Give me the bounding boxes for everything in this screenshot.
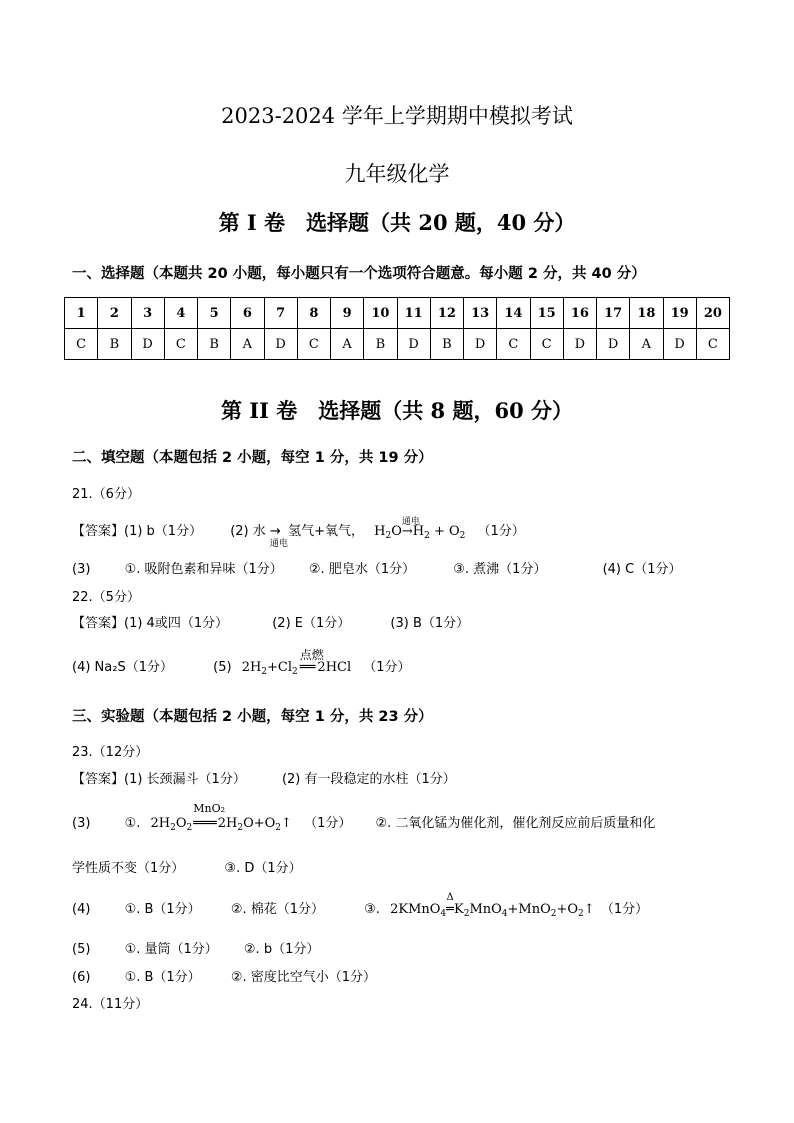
q23-answer-line2 xyxy=(72,802,656,833)
q21-3-3: ③. 煮沸（1分） xyxy=(453,562,547,577)
section2-heading: 二、填空题（本题包括 2 小题，每空 1 分，共 19 分） xyxy=(72,450,433,466)
section3-heading: 三、实验题（本题包括 2 小题，每空 1 分，共 23 分） xyxy=(72,709,433,725)
question-number-cell: 10 xyxy=(364,298,397,329)
answer-cell: C xyxy=(65,329,98,360)
q23-5-1: ①. 量筒（1分） xyxy=(124,942,218,957)
question-number-cell: 7 xyxy=(264,298,297,329)
q22-equation: $2H_2+Cl_2$ 点燃 ══ 2HCl xyxy=(241,648,352,677)
q23-6-2: ②. 密度比空气小（1分） xyxy=(230,970,377,985)
q21-3-label: (3) xyxy=(72,562,91,577)
question-number-cell: 19 xyxy=(663,298,696,329)
question-number-cell: 13 xyxy=(464,298,497,329)
q23-5-label: (5) xyxy=(72,942,91,957)
page-title: 2023-2024 学年上学期期中模拟考试 xyxy=(221,104,573,128)
answer-cell: D xyxy=(563,329,596,360)
answer-cell: D xyxy=(131,329,164,360)
answer-cell: B xyxy=(98,329,131,360)
q21-heading: 21.（6分） xyxy=(72,487,140,502)
question-number-cell: 16 xyxy=(563,298,596,329)
answer-cell: D xyxy=(397,329,430,360)
q21-arrow: → 通电 xyxy=(269,524,288,549)
q23-6-1: ①. B（1分） xyxy=(124,970,201,985)
q21-3-1: ①. 吸附色素和异味（1分） xyxy=(124,562,283,577)
q23-equation2: 2KMnO$_4$ Δ $═K_2MnO_4+MnO_2+O_2↑$ xyxy=(390,892,595,919)
q23-answer-line5 xyxy=(72,938,319,957)
question-number-cell: 15 xyxy=(530,298,563,329)
q23-1: 【答案】(1) 长颈漏斗（1分） xyxy=(72,772,246,787)
q22-4: (4) Na₂S（1分） xyxy=(72,660,173,675)
q24-heading: 24.（11分） xyxy=(72,997,149,1012)
answer-cell: C xyxy=(164,329,197,360)
answer-cell: D xyxy=(264,329,297,360)
answer-table xyxy=(64,297,730,360)
q23-3-3: ③. D（1分） xyxy=(224,861,302,876)
answer-cell: C xyxy=(297,329,330,360)
question-number-cell: 11 xyxy=(397,298,430,329)
part1-title: 第 I 卷 选择题（共 20 题，40 分） xyxy=(218,210,576,235)
answer-cell: C xyxy=(497,329,530,360)
answer-cell: B xyxy=(364,329,397,360)
q21-2-text: 氢气+氧气， xyxy=(288,524,364,539)
part2-title: 第 II 卷 选择题（共 8 题，60 分） xyxy=(220,398,574,423)
q23-answer-line6 xyxy=(72,966,376,985)
q23-5-2: ②. b（1分） xyxy=(243,942,320,957)
q23-3-1-score: （1分） xyxy=(304,816,352,831)
q23-3-label: (3) xyxy=(72,816,91,831)
answer-cell: D xyxy=(464,329,497,360)
question-number-cell: 20 xyxy=(696,298,729,329)
q23-2: (2) 有一段稳定的水柱（1分） xyxy=(281,772,456,787)
q23-4-3-label: ③. xyxy=(364,902,380,917)
question-number-cell: 17 xyxy=(597,298,630,329)
q23-6-label: (6) xyxy=(72,970,91,985)
question-number-cell: 6 xyxy=(231,298,264,329)
q22-2: (2) E（1分） xyxy=(272,616,351,631)
page-subtitle: 九年级化学 xyxy=(344,162,450,186)
question-number-cell: 18 xyxy=(630,298,663,329)
question-number-cell: 14 xyxy=(497,298,530,329)
q23-4-label: (4) xyxy=(72,902,91,917)
q21-answer-line2 xyxy=(72,558,682,577)
answer-cell: B xyxy=(198,329,231,360)
answer-cell: B xyxy=(430,329,463,360)
q22-1: 【答案】(1) 4或四（1分） xyxy=(72,616,229,631)
q21-1: 【答案】(1) b（1分） xyxy=(72,524,203,539)
answer-cell: C xyxy=(696,329,729,360)
q21-2-label: (2) 水 xyxy=(230,524,266,539)
question-number-cell: 1 xyxy=(65,298,98,329)
question-number-cell: 12 xyxy=(430,298,463,329)
answer-cell: C xyxy=(530,329,563,360)
q23-answer-line4 xyxy=(72,892,649,919)
q22-answer-line2 xyxy=(72,648,411,677)
q21-3-2: ②. 肥皂水（1分） xyxy=(308,562,416,577)
question-number-cell: 8 xyxy=(297,298,330,329)
q21-equation: $H_2O\to$ 通电 $H_2 + O_2$ xyxy=(374,517,466,541)
question-number-cell: 2 xyxy=(98,298,131,329)
section1-heading: 一、选择题（本题共 20 小题，每小题只有一个选项符合题意。每小题 2 分，共 40 分） xyxy=(72,266,646,282)
q23-answer-line3 xyxy=(72,857,302,876)
question-number-cell: 5 xyxy=(198,298,231,329)
q22-answer-line1 xyxy=(72,612,469,631)
q23-answer-line1 xyxy=(72,768,456,787)
question-number-cell: 3 xyxy=(131,298,164,329)
q22-5-label: (5) xyxy=(213,660,232,675)
q23-4-3-score: （1分） xyxy=(600,902,649,917)
q22-3: (3) B（1分） xyxy=(390,616,470,631)
q23-heading: 23.（12分） xyxy=(72,745,149,760)
q21-2-score: （1分） xyxy=(477,524,525,539)
answer-cell: A xyxy=(331,329,364,360)
q23-4-1: ①. B（1分） xyxy=(124,902,201,917)
answer-cell: A xyxy=(231,329,264,360)
q23-3-2-cont: 学性质不变（1分） xyxy=(72,861,185,876)
q23-3-1-label: ①. xyxy=(124,816,141,831)
answer-cell: D xyxy=(663,329,696,360)
q21-answer-line1 xyxy=(72,517,525,549)
q22-5-score: （1分） xyxy=(363,660,411,675)
answer-cell: D xyxy=(597,329,630,360)
q22-heading: 22.（5分） xyxy=(72,590,140,605)
q23-equation1: $2H_2O_2$ MnO₂ $═══2H_2O+O_2↑$ xyxy=(150,802,292,833)
answer-cell: A xyxy=(630,329,663,360)
question-number-cell: 9 xyxy=(331,298,364,329)
question-number-cell: 4 xyxy=(164,298,197,329)
q23-3-2: ②. 二氧化锰为催化剂，催化剂反应前后质量和化 xyxy=(375,816,656,831)
q23-4-2: ②. 棉花（1分） xyxy=(230,902,325,917)
q21-4: (4) C（1分） xyxy=(602,562,682,577)
